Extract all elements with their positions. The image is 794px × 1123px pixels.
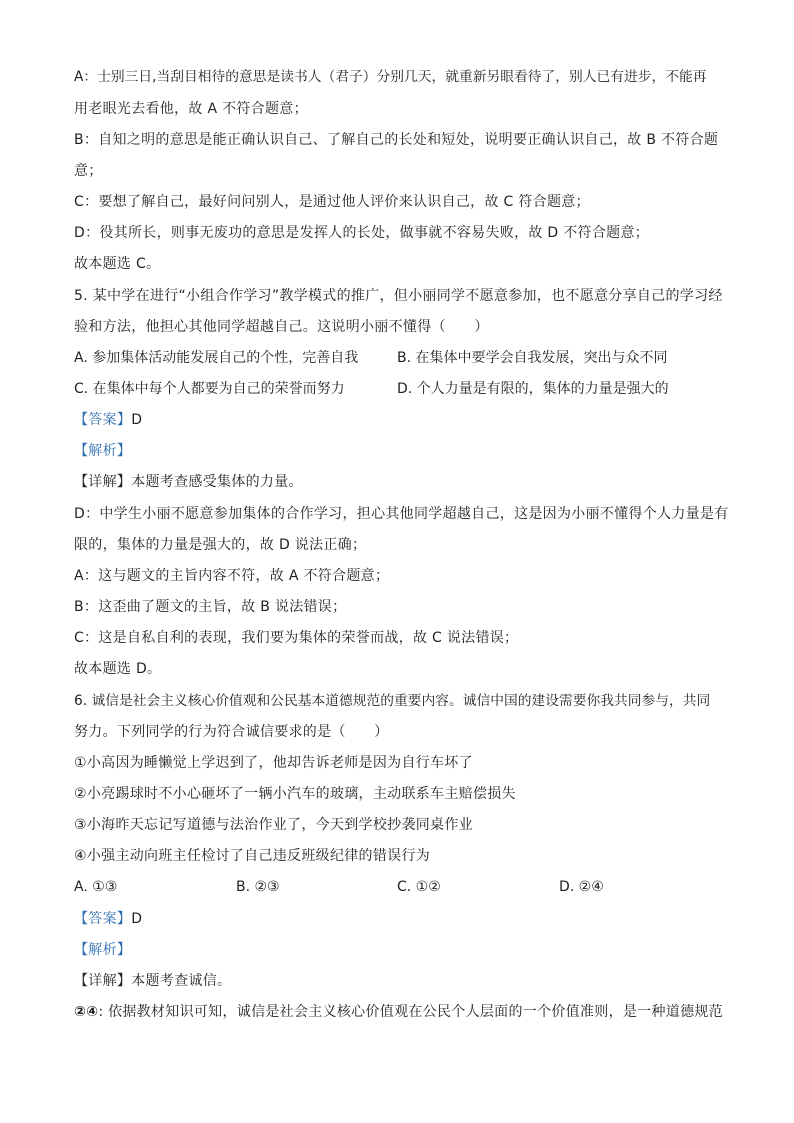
- detail-line: A：这与题文的主旨内容不符，故 A 不符合题意；: [74, 568, 390, 584]
- question-6-item: ③小海昨天忘记写道德与法治作业了，今天到学校抄袭同桌作业: [74, 817, 473, 833]
- detail-line: 限的，集体的力量是强大的，故 D 说法正确；: [74, 537, 367, 553]
- answer-label: 【答案】: [74, 412, 132, 428]
- analysis-line: 意；: [74, 163, 103, 179]
- conclusion-line: 故本题选 C。: [74, 256, 161, 272]
- detail-line: C：这是自私自利的表现，我们要为集体的荣誉而战，故 C 说法错误；: [74, 630, 519, 646]
- question-6-item: ①小高因为睡懒觉上学迟到了，他却告诉老师是因为自行车坏了: [74, 755, 473, 771]
- detail-line: B：这歪曲了题文的主旨，故 B 说法错误；: [74, 599, 347, 615]
- question-5-option-d: D. 个人力量是有限的，集体的力量是强大的: [397, 381, 669, 397]
- detail-line: [74, 1002, 723, 1022]
- question-6-stem: 6. 诚信是社会主义核心价值观和公民基本道德规范的重要内容。诚信中国的建设需要你我共同参与，共同: [74, 693, 711, 709]
- question-6-option-d: D. ②④: [559, 879, 604, 895]
- analysis-line: A：士别三日,当刮目相待的意思是读书人（君子）分别几天，就重新另眼看待了，别人已有进步，不能再: [74, 69, 707, 85]
- detail-text: 本题考查感受集体的力量。: [131, 474, 303, 490]
- detail-line: D：中学生小丽不愿意参加集体的合作学习，担心其他同学超越自己，这是因为小丽不懂得个人力量是有: [74, 506, 729, 522]
- detail-label: 【详解】: [74, 474, 132, 490]
- analysis-label: 【解析】: [74, 942, 132, 958]
- question-6-option-a: A. ①③: [74, 879, 118, 895]
- question-5-option-c: C. 在集体中每个人都要为自己的荣誉而努力: [74, 381, 345, 397]
- detail-line: [74, 971, 231, 991]
- question-6-option-c: C. ①②: [397, 879, 441, 895]
- analysis-line: D：役其所长，则事无废功的意思是发挥人的长处，做事就不容易失败，故 D 不符合题意；: [74, 225, 650, 241]
- detail-line: [74, 472, 303, 492]
- answer-value: D: [131, 911, 143, 927]
- detail-label: 【详解】: [74, 973, 132, 989]
- answer-line: [74, 909, 142, 929]
- question-6-stem: 努力。下列同学的行为符合诚信要求的是（ ）: [74, 724, 389, 740]
- analysis-line: B：自知之明的意思是能正确认识自己、了解自己的长处和短处，说明要正确认识自己，故 B 不符合题: [74, 132, 719, 148]
- analysis-label: 【解析】: [74, 443, 132, 459]
- answer-label: 【答案】: [74, 911, 132, 927]
- question-5-stem: 5. 某中学在进行“小组合作学习”教学模式的推广，但小丽同学不愿意参加，也不愿意分享自己的学习经: [74, 288, 723, 304]
- question-6-item: ④小强主动向班主任检讨了自己违反班级纪律的错误行为: [74, 848, 431, 864]
- conclusion-line: 故本题选 D。: [74, 661, 162, 677]
- question-6-option-b: B. ②③: [236, 879, 280, 895]
- answer-value: D: [131, 412, 143, 428]
- question-5-stem: 验和方法，他担心其他同学超越自己。这说明小丽不懂得（ ）: [74, 319, 489, 335]
- detail-text: 本题考查诚信。: [131, 973, 232, 989]
- analysis-line: 用老眼光去看他，故 A 不符合题意；: [74, 101, 308, 117]
- answer-line: [74, 410, 142, 430]
- question-5-option-b: B. 在集体中要学会自我发展，突出与众不同: [397, 350, 668, 366]
- analysis-line: C：要想了解自己，最好问问别人，是通过他人评价来认识自己，故 C 符合题意；: [74, 194, 590, 210]
- question-6-item: ②小亮踢球时不小心砸坏了一辆小汽车的玻璃，主动联系车主赔偿损失: [74, 786, 516, 802]
- detail-text: : 依据教材知识可知，诚信是社会主义核心价值观在公民个人层面的一个价值准则，是一种道德规范: [98, 1004, 723, 1020]
- question-5-option-a: A. 参加集体活动能发展自己的个性，完善自我: [74, 350, 359, 366]
- item-numbers: ②④: [74, 1004, 99, 1020]
